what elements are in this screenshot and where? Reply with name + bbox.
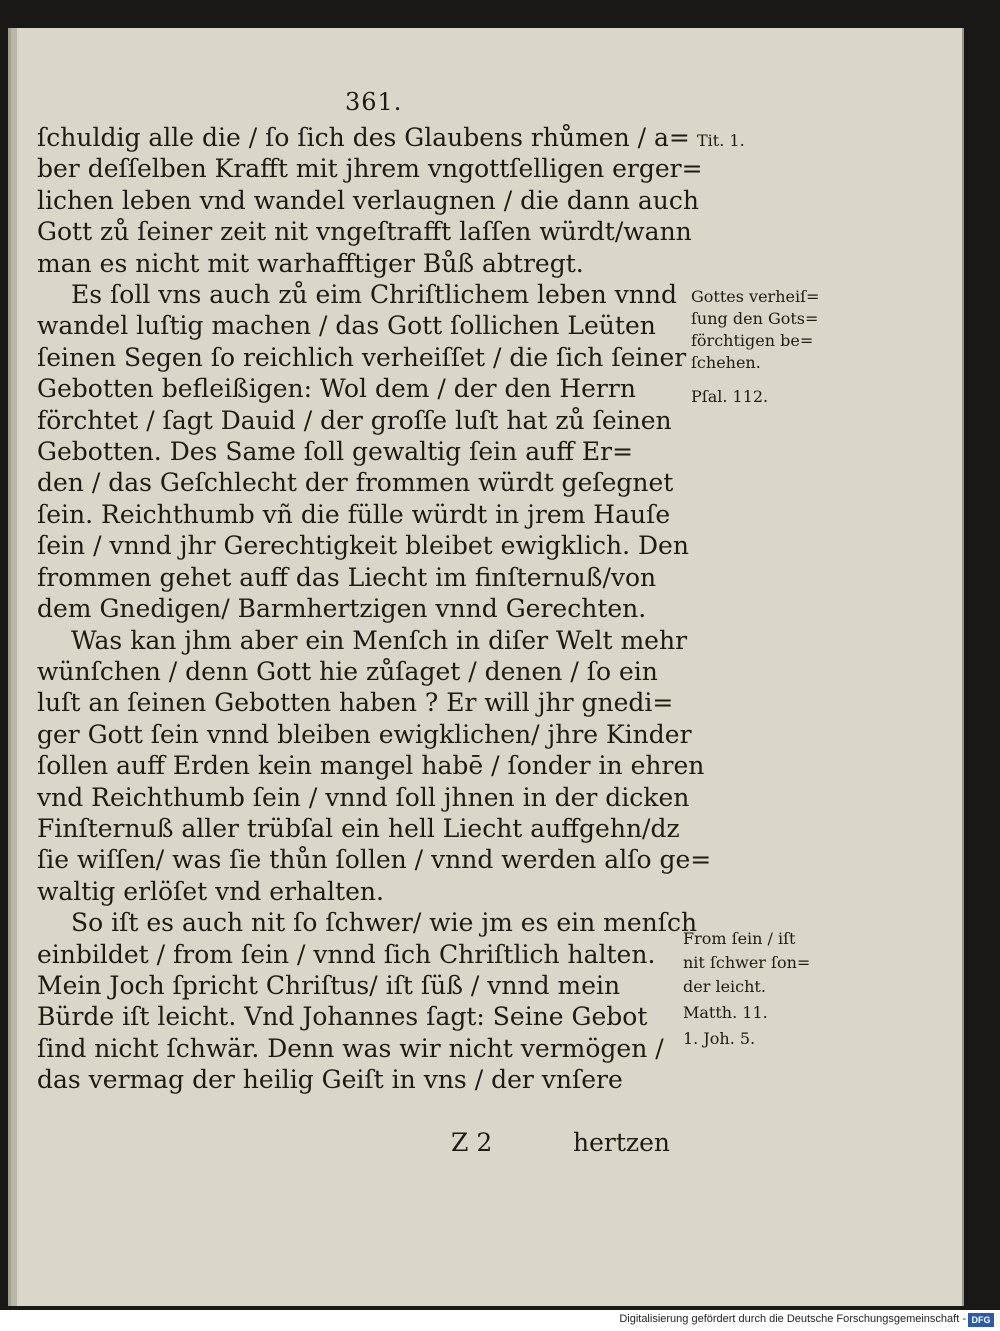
margin-note: From ſein / iſt (683, 929, 796, 948)
footer-bar (0, 1310, 1000, 1331)
text-line: ſollen auff Erden kein mangel habē / ſonder in ehren (37, 751, 705, 781)
catchword: hertzen (573, 1128, 670, 1157)
margin-note: ſung den Gots= (691, 309, 819, 328)
text-line: den / das Geſchlecht der frommen würdt geſegnet (37, 468, 674, 498)
body-text (37, 122, 712, 1096)
text-line: ber deſſelben Krafft mit jhrem vngottſelligen erger= (37, 154, 703, 184)
text-line: ſein. Reichthumb vñ die fülle würdt in jrem Hauſe (37, 499, 671, 529)
text-line: dem Gnedigen/ Barmhertzigen vnnd Gerechten. (37, 594, 647, 624)
margin-note: Pſal. 112. (691, 387, 769, 406)
margin-note: förchtigen be= (691, 331, 814, 350)
text-line: ſein / vnnd jhr Gerechtigkeit bleibet ewigklich. Den (37, 531, 689, 561)
text-line: wandel luſtig machen / das Gott ſollichen Leüten (37, 311, 656, 341)
page-number: 361. (345, 88, 403, 116)
text-line: Bürde iſt leicht. Vnd Johannes ſagt: Seine Gebot (37, 1002, 648, 1032)
text-line: ſeinen Segen ſo reichlich verheiſſet / die ſich ſeiner (37, 342, 687, 372)
text-line: ſind nicht ſchwär. Denn was wir nicht vermögen / (37, 1033, 664, 1063)
funding-credit: Digitalisierung gefördert durch die Deutsche Forschungsgemeinschaft - (619, 1313, 966, 1325)
text-line: das vermag der heilig Geiſt in vns / der vnſere (37, 1065, 623, 1095)
text-line: einbildet / from ſein / vnnd ſich Chriſtlich halten. (37, 939, 656, 969)
text-line: Es ſoll vns auch zů eim Chriſtlichem leben vnnd (71, 280, 677, 310)
text-line: ſie wiſſen/ was ſie thůn ſollen / vnnd werden alſo ge= (37, 845, 712, 875)
page-edge (11, 28, 17, 1306)
text-line: ſchuldig alle die / ſo ſich des Glaubens rhůmen / a= (37, 123, 690, 152)
text-line: waltig erlöſet vnd erhalten. (37, 876, 384, 906)
text-line: man es nicht mit warhafftiger Bůß abtregt. (37, 248, 584, 278)
book-page (8, 28, 964, 1306)
text-line: Finſternuß aller trübſal ein hell Liecht auffgehn/dz (37, 813, 680, 843)
text-line: So iſt es auch nit ſo ſchwer/ wie jm es ein menſch (71, 908, 698, 938)
margin-note: Tit. 1. (697, 131, 745, 150)
text-line: förchtet / ſagt Dauid / der groſſe luſt hat zů ſeinen (37, 405, 672, 435)
margin-note: ſchehen. (691, 353, 761, 372)
text-line: Was kan jhm aber ein Menſch in diſer Welt mehr (71, 625, 688, 655)
text-line: Mein Joch ſpricht Chriſtus/ iſt ſüß / vnnd mein (37, 970, 621, 1000)
text-line: vnd Reichthumb ſein / vnnd ſoll jhnen in der dicken (37, 782, 690, 812)
text-line: Gott zů ſeiner zeit nit vngeſtrafft laſſen würdt/wann (37, 217, 692, 247)
margin-note: Gottes verheiſ= (691, 287, 820, 306)
text-line: Gebotten befleißigen: Wol dem / der den Herrn (37, 374, 636, 404)
text-line: lichen leben vnd wandel verlaugnen / die dann auch (37, 185, 699, 215)
dfg-logo: DFG (968, 1313, 994, 1327)
text-line: luſt an ſeinen Gebotten haben ? Er will jhr gnedi= (37, 688, 674, 718)
text-line: wünſchen / denn Gott hie zůſaget / denen / ſo ein (37, 656, 658, 686)
text-line: ger Gott ſein vnnd bleiben ewigklichen/ jhre Kinder (37, 719, 692, 749)
text-line: frommen gehet auff das Liecht im finſternuß/von (37, 562, 657, 592)
margin-note: der leicht. (683, 977, 766, 996)
text-line: Gebotten. Des Same ſoll gewaltig ſein auff Er= (37, 437, 634, 467)
margin-note: nit ſchwer ſon= (683, 953, 811, 972)
signature-mark: Z 2 (451, 1128, 493, 1157)
margin-note: Matth. 11. (683, 1003, 768, 1022)
margin-note: 1. Joh. 5. (683, 1029, 756, 1048)
